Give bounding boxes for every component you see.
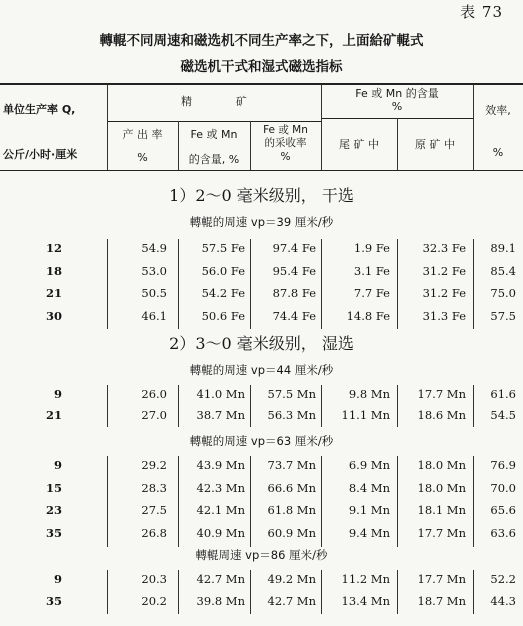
table-cell: 42.3 Mn — [196, 480, 245, 495]
header-content-group-unit: % — [391, 100, 403, 113]
header-recovery: Fe 或 Mn — [263, 124, 308, 136]
table-cell: 6.9 Mn — [348, 458, 390, 472]
table-title-line-1: 轉輥不同周速和磁选机不同生产率之下，上面給矿輥式 — [99, 33, 424, 49]
table-cell: 40.9 Mn — [196, 526, 245, 541]
table-cell: 17.7 Mn — [417, 572, 466, 586]
table-cell: 75.0 — [490, 286, 516, 300]
table-cell: 7.7 Fe — [353, 286, 390, 300]
table-cell: 74.4 Fe — [272, 308, 316, 323]
table-cell: 20.3 — [141, 572, 167, 586]
table-cell: 42.7 Mn — [267, 594, 316, 608]
table-cell: 39.8 Mn — [196, 594, 245, 608]
table-cell: 65.6 — [490, 503, 516, 518]
table-cell: 9.4 Mn — [348, 526, 390, 541]
section-title: 1）2～0 毫米级别， 干选 — [169, 186, 354, 205]
table-cell: 38.7 Mn — [196, 408, 245, 422]
table-row — [0, 594, 523, 612]
header-unit-rate-unit: 公斤/小时·厘米 — [3, 148, 78, 161]
header-efficiency-unit: % — [492, 146, 504, 159]
roll-speed-label: 轉輥的周速 vp＝39 厘米/秒 — [189, 215, 334, 229]
table-cell: 9 — [53, 387, 62, 401]
table-cell: 20.2 — [141, 594, 167, 608]
table-cell: 95.4 Fe — [272, 263, 316, 278]
table-cell: 27.5 — [141, 503, 167, 518]
table-cell: 49.2 Mn — [267, 572, 316, 586]
table-cell: 70.0 — [490, 480, 516, 495]
table-cell: 50.5 — [141, 286, 167, 300]
table-cell: 14.8 Fe — [346, 308, 390, 323]
header-yield-unit: % — [137, 151, 148, 164]
table-cell: 44.3 — [490, 594, 516, 608]
table-cell: 76.9 — [490, 458, 516, 472]
table-cell: 27.0 — [141, 408, 167, 422]
table-cell: 87.8 Fe — [272, 286, 316, 300]
table-number: 表 73 — [460, 3, 503, 21]
table-cell: 57.5 Mn — [267, 387, 316, 401]
table-cell: 85.4 — [490, 263, 516, 278]
table-cell: 42.7 Mn — [196, 572, 245, 586]
table-row — [0, 241, 523, 259]
table-cell: 56.0 Fe — [201, 263, 245, 278]
table-cell: 17.7 Mn — [417, 526, 466, 541]
table-cell: 13.4 Mn — [341, 594, 390, 608]
table-cell: 21 — [45, 286, 62, 300]
table-cell: 11.1 Mn — [341, 408, 390, 422]
table-row — [0, 503, 523, 521]
table-cell: 9 — [53, 572, 62, 586]
table-cell: 66.6 Mn — [267, 480, 316, 495]
table-row — [0, 526, 523, 544]
header-recovery-unit: % — [280, 151, 291, 163]
table-cell: 54.9 — [141, 241, 167, 255]
table-cell: 1.9 Fe — [353, 241, 390, 255]
table-row — [0, 309, 523, 327]
table-row — [0, 408, 523, 426]
header-yield: 产 出 率 — [122, 128, 163, 141]
table-cell: 50.6 Fe — [201, 308, 245, 323]
table-cell: 54.2 Fe — [201, 286, 245, 300]
roll-speed-label: 轉輥的周速 vp＝63 厘米/秒 — [189, 434, 334, 448]
table-cell: 89.1 — [490, 241, 516, 255]
table-cell: 35 — [45, 594, 62, 608]
header-unit-rate: 单位生产率 Q, — [3, 103, 76, 116]
table-cell: 15 — [45, 480, 62, 495]
table-cell: 73.7 Mn — [267, 458, 316, 472]
table-cell: 8.4 Mn — [348, 480, 390, 495]
table-cell: 29.2 — [141, 458, 167, 472]
section-title: 2）3～0 毫米级别， 湿选 — [169, 334, 354, 353]
header-recovery-2: 的采收率 — [264, 137, 307, 149]
header-conc-content: Fe 或 Mn — [190, 128, 238, 141]
table-cell: 97.4 Fe — [272, 241, 316, 255]
table-cell: 57.5 Fe — [201, 241, 245, 255]
table-cell: 46.1 — [141, 308, 167, 323]
header-efficiency: 效率, — [485, 104, 511, 117]
table-cell: 17.7 Mn — [417, 387, 466, 401]
header-tailings: 尾 矿 中 — [339, 138, 379, 151]
table-cell: 32.3 Fe — [422, 241, 466, 255]
table-cell: 31.2 Fe — [422, 263, 466, 278]
table-cell: 54.5 — [490, 408, 516, 422]
table-cell: 60.9 Mn — [267, 526, 316, 541]
table-cell: 26.8 — [141, 526, 167, 541]
table-cell: 30 — [45, 308, 62, 323]
table-cell: 52.2 — [490, 572, 516, 586]
table-cell: 31.2 Fe — [422, 286, 466, 300]
table-cell: 12 — [45, 241, 62, 255]
table-cell: 42.1 Mn — [196, 503, 245, 518]
header-concentrate: 精 矿 — [181, 95, 247, 108]
table-cell: 18.0 Mn — [417, 458, 466, 472]
table-cell: 18.7 Mn — [417, 594, 466, 608]
table-cell: 53.0 — [141, 263, 167, 278]
table-cell: 43.9 Mn — [196, 458, 245, 472]
table-cell: 35 — [45, 526, 62, 541]
header-raw-ore: 原 矿 中 — [415, 138, 455, 151]
table-cell: 31.3 Fe — [422, 308, 466, 323]
table-cell: 61.6 — [490, 387, 516, 401]
table-row — [0, 481, 523, 499]
table-cell: 57.5 — [490, 308, 516, 323]
table-cell: 63.6 — [490, 526, 516, 541]
header-bottom-rule — [0, 170, 523, 171]
table-row — [0, 572, 523, 590]
table-row — [0, 458, 523, 476]
concentrate-underline — [107, 121, 321, 122]
table-cell: 56.3 Mn — [267, 408, 316, 422]
table-row — [0, 387, 523, 405]
roll-speed-label: 轉輥的周速 vp＝44 厘米/秒 — [189, 363, 334, 377]
table-cell: 41.0 Mn — [196, 387, 245, 401]
table-cell: 23 — [45, 503, 62, 518]
table-title-line-2: 磁选机干式和湿式磁选指标 — [180, 59, 343, 75]
table-cell: 28.3 — [141, 480, 167, 495]
table-cell: 11.2 Mn — [341, 572, 390, 586]
table-cell: 9.8 Mn — [348, 387, 390, 401]
table-cell: 3.1 Fe — [353, 263, 390, 278]
table-row — [0, 264, 523, 282]
table-cell: 18.0 Mn — [417, 480, 466, 495]
table-cell: 18 — [45, 263, 62, 278]
roll-speed-label: 轉輥周速 vp＝86 厘米/秒 — [195, 548, 328, 562]
table-cell: 9 — [53, 458, 62, 472]
table-cell: 9.1 Mn — [348, 503, 390, 518]
table-cell: 18.1 Mn — [417, 503, 466, 518]
header-content-group: Fe 或 Mn 的含量 — [355, 87, 439, 100]
table-cell: 61.8 Mn — [267, 503, 316, 518]
table-cell: 18.6 Mn — [417, 408, 466, 422]
table-cell: 26.0 — [141, 387, 167, 401]
table-cell: 21 — [45, 408, 62, 422]
header-conc-content-unit: 的含量, % — [188, 153, 240, 166]
table-row — [0, 286, 523, 304]
